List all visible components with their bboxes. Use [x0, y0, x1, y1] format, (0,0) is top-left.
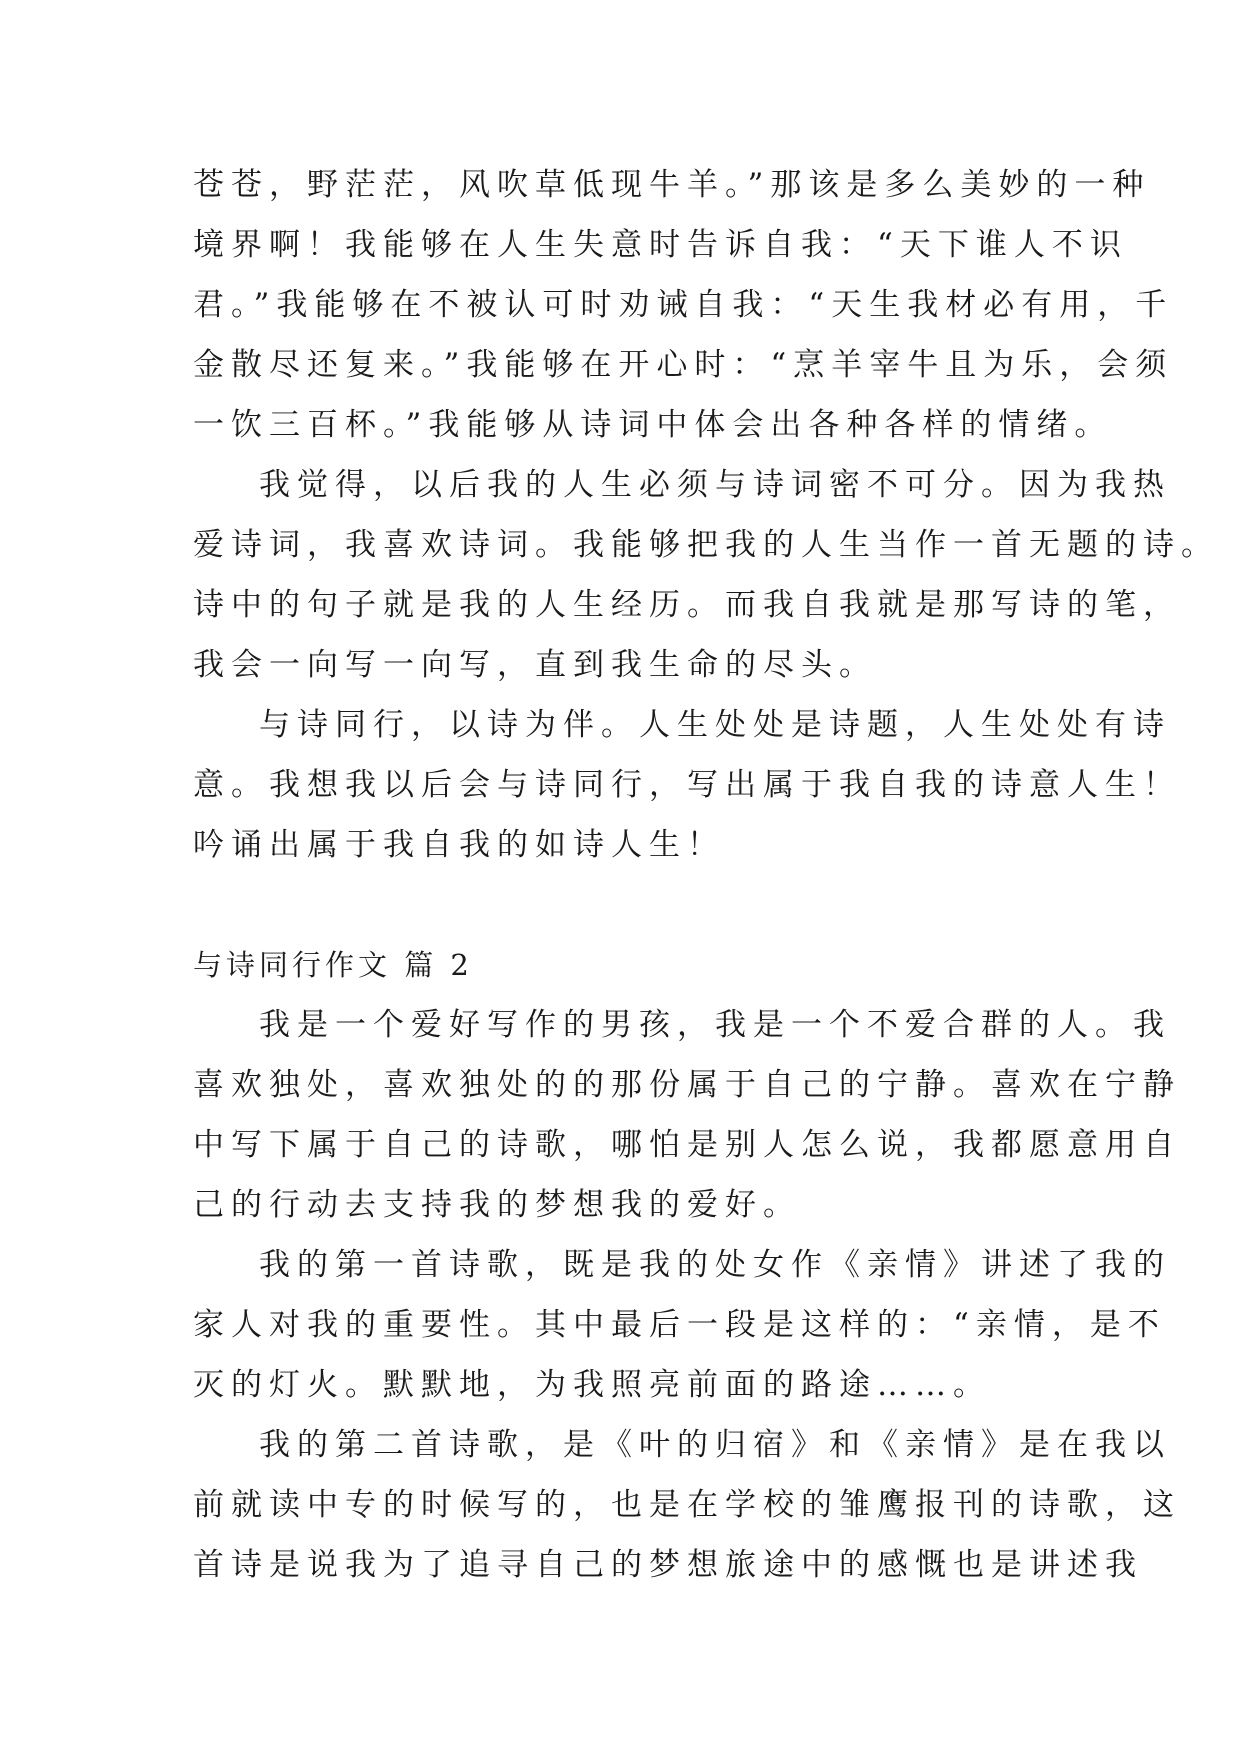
- text-line: 己的行动去支持我的梦想我的爱好。: [193, 1187, 801, 1223]
- text-line: 爱诗词，我喜欢诗词。我能够把我的人生当作一首无题的诗。: [193, 527, 1219, 563]
- section-spacer: [193, 875, 1051, 935]
- text-line: 境界啊！我能够在人生失意时告诉自我：“天下谁人不识: [193, 227, 1128, 263]
- paragraph: [193, 995, 1181, 1235]
- text-line: 我的第二首诗歌，是《叶的归宿》和《亲情》是在我以: [259, 1427, 1171, 1463]
- document-page: [193, 155, 1219, 1595]
- paragraph: [193, 155, 1174, 455]
- text-line: 喜欢独处，喜欢独处的的那份属于自己的宁静。喜欢在宁静: [193, 1067, 1181, 1103]
- paragraph: [193, 695, 1181, 875]
- text-line: 我觉得，以后我的人生必须与诗词密不可分。因为我热: [259, 467, 1171, 503]
- text-line: 一饮三百杯。”我能够从诗词中体会出各种各样的情绪。: [193, 407, 1113, 443]
- text-line: 苍苍，野茫茫，风吹草低现牛羊。”那该是多么美妙的一种: [193, 167, 1151, 203]
- text-line: 前就读中专的时候写的，也是在学校的雏鹰报刊的诗歌，这: [193, 1487, 1181, 1523]
- section-heading: 与诗同行作文 篇 2: [193, 948, 473, 982]
- text-line: 我是一个爱好写作的男孩，我是一个不爱合群的人。我: [259, 1007, 1171, 1043]
- text-line: 家人对我的重要性。其中最后一段是这样的：“亲情，是不: [193, 1307, 1166, 1343]
- paragraph: [193, 1415, 1181, 1595]
- text-line: 首诗是说我为了追寻自己的梦想旅途中的感慨也是讲述我: [193, 1547, 1143, 1583]
- text-line: 金散尽还复来。”我能够在开心时：“烹羊宰牛且为乐，会须: [193, 347, 1174, 383]
- section-1: [193, 155, 1219, 875]
- text-line: 与诗同行，以诗为伴。人生处处是诗题，人生处处有诗: [259, 707, 1171, 743]
- text-line: 吟诵出属于我自我的如诗人生！: [193, 827, 725, 863]
- text-line: 君。”我能够在不被认可时劝诫自我：“天生我材必有用，千: [193, 287, 1174, 323]
- section-2: [193, 995, 1181, 1595]
- paragraph: [193, 1235, 1171, 1415]
- paragraph: [193, 455, 1219, 695]
- text-line: 诗中的句子就是我的人生经历。而我自我就是那写诗的笔，: [193, 587, 1181, 623]
- text-line: 我的第一首诗歌，既是我的处女作《亲情》讲述了我的: [259, 1247, 1171, 1283]
- text-line: 中写下属于自己的诗歌，哪怕是别人怎么说，我都愿意用自: [193, 1127, 1181, 1163]
- text-line: 意。我想我以后会与诗同行，写出属于我自我的诗意人生！: [193, 767, 1181, 803]
- text-line: 我会一向写一向写，直到我生命的尽头。: [193, 647, 877, 683]
- text-line: 灭的灯火。默默地，为我照亮前面的路途……。: [193, 1367, 991, 1403]
